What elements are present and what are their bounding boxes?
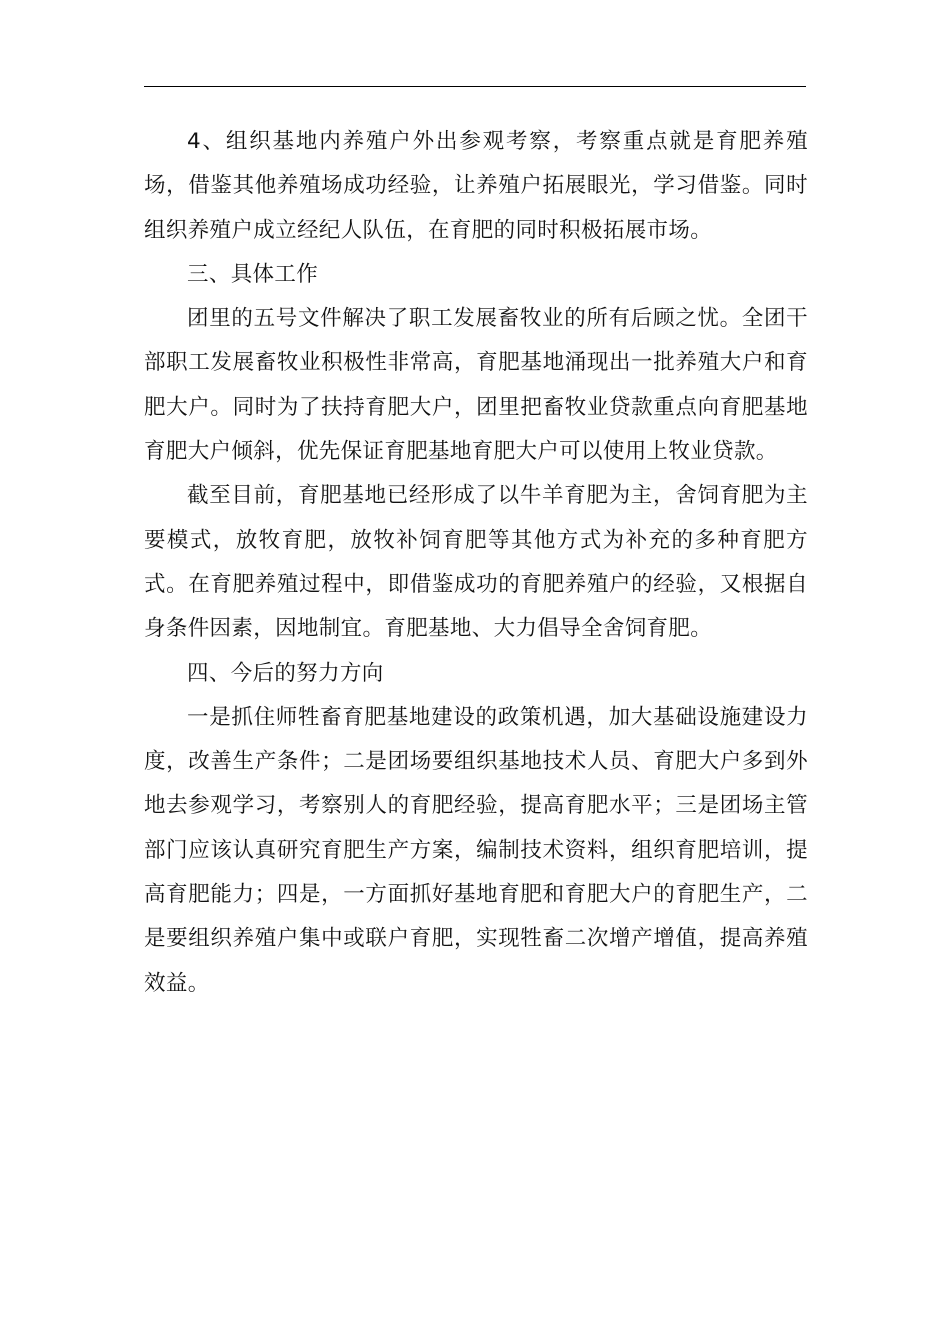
paragraph-current-status: 截至目前，育肥基地已经形成了以牛羊育肥为主，舍饲育肥为主要模式，放牧育肥，放牧补饲育肥等其他方式为补充的多种育肥方式。在育肥养殖过程中，即借鉴成功的育肥养殖户的经验，又根据自身条件因素，因地制宜。育肥基地、大力倡导全舍饲育肥。	[144, 483, 808, 642]
section-heading-specific-work: 三、具体工作	[187, 261, 319, 287]
header-rule	[144, 86, 806, 87]
paragraph-document-five: 团里的五号文件解决了职工发展畜牧业的所有后顾之忧。全团干部职工发展畜牧业积极性非常高，育肥基地涌现出一批养殖大户和育肥大户。同时为了扶持育肥大户，团里把畜牧业贷款重点向育肥基地育肥大户倾斜，优先保证育肥基地育肥大户可以使用上牧业贷款。	[144, 306, 808, 465]
paragraph-future-measures: 一是抓住师牲畜育肥基地建设的政策机遇，加大基础设施建设力度，改善生产条件；二是团场要组织基地技术人员、育肥大户多到外地去参观学习，考察别人的育肥经验，提高育肥水平；三是团场主管部门应该认真研究育肥生产方案，编制技术资料，组织育肥培训，提高育肥能力；四是，一方面抓好基地育肥和育肥大户的育肥生产，二是要组织养殖户集中或联户育肥，实现牲畜二次增产增值，提高养殖效益。	[144, 704, 808, 996]
paragraph-study-tours: 4、组织基地内养殖户外出参观考察，考察重点就是育肥养殖场，借鉴其他养殖场成功经验，让养殖户拓展眼光，学习借鉴。同时组织养殖户成立经纪人队伍，在育肥的同时积极拓展市场。	[144, 129, 808, 243]
section-heading-future-direction: 四、今后的努力方向	[187, 660, 384, 686]
document-body	[144, 120, 808, 1006]
